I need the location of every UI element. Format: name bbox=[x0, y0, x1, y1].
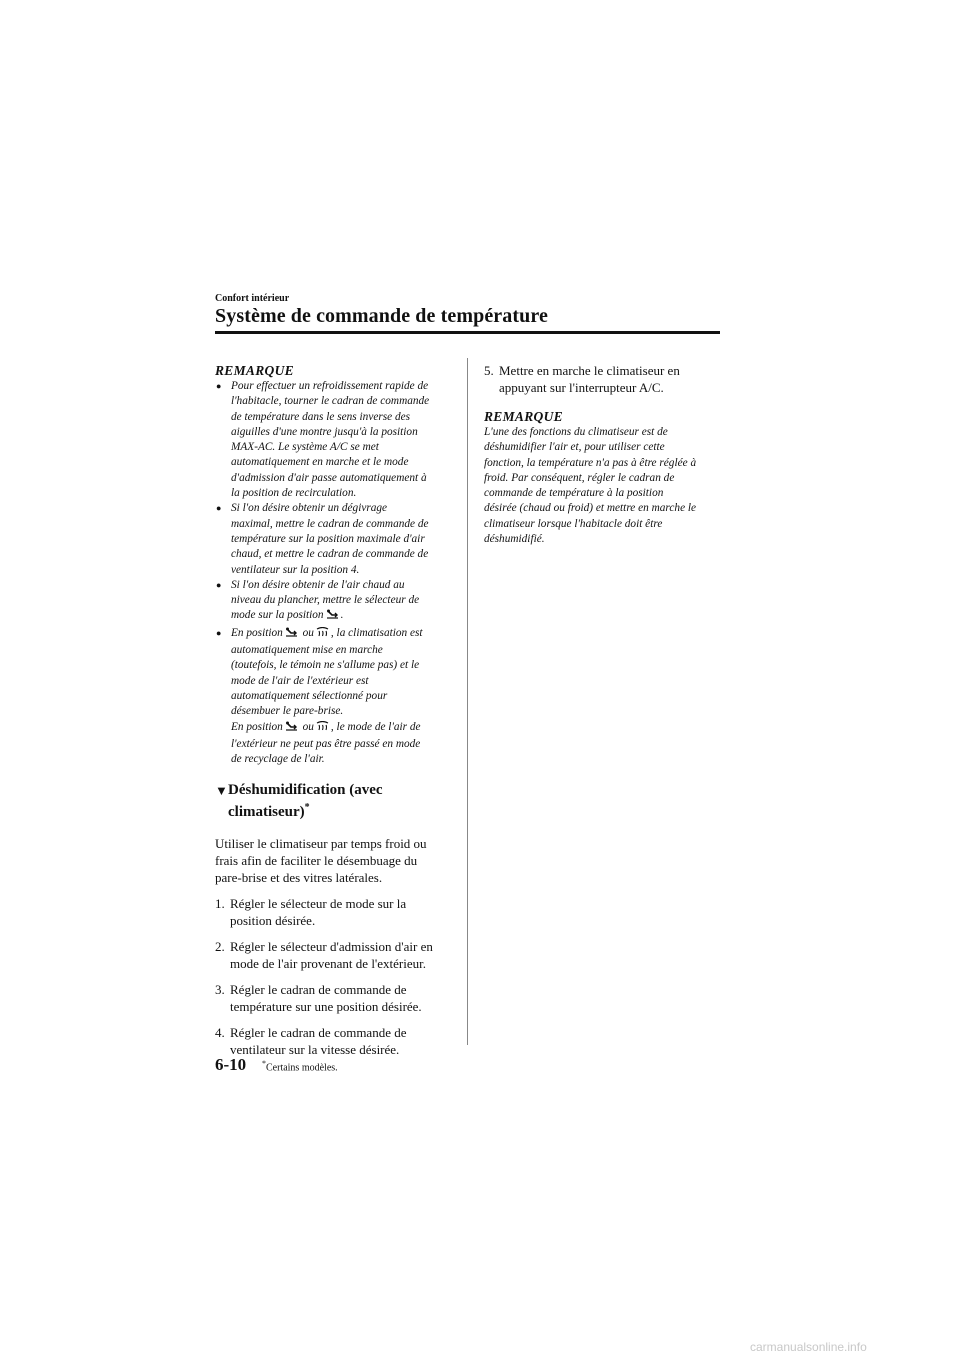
subsection-title-text: climatiseur) bbox=[228, 804, 305, 821]
note-text: mode sur la position bbox=[231, 609, 324, 622]
note-line: mode de l'air de l'extérieur est bbox=[231, 674, 369, 687]
step-item bbox=[215, 1024, 455, 1058]
step-line: Régler le cadran de commande de bbox=[230, 982, 407, 998]
paragraph-line: Utiliser le climatiseur par temps froid ou bbox=[215, 836, 427, 852]
note-line: fonction, la température n'a pas à être réglée à bbox=[484, 456, 697, 469]
windshield-defrost-icon bbox=[316, 721, 329, 737]
note-line: d'admission d'air passe automatiquement à bbox=[231, 471, 427, 484]
step-line: ventilateur sur la vitesse désirée. bbox=[230, 1042, 400, 1058]
note-line: automatiquement mise en marche bbox=[231, 644, 383, 657]
note-line: Si l'on désire obtenir de l'air chaud au bbox=[231, 578, 405, 591]
note-text: , le mode de l'air de bbox=[330, 720, 421, 733]
step-line: température sur une position désirée. bbox=[230, 999, 422, 1015]
note-line: déshumidifié. bbox=[484, 533, 545, 546]
notes-list bbox=[215, 379, 455, 767]
step-line: mode de l'air provenant de l'extérieur. bbox=[230, 956, 426, 972]
right-column bbox=[484, 362, 724, 547]
step-item bbox=[215, 981, 455, 1015]
note-item bbox=[215, 501, 455, 577]
step-item bbox=[484, 362, 724, 396]
footnote-text: Certains modèles. bbox=[266, 1062, 338, 1074]
note-line: la position de recirculation. bbox=[231, 487, 357, 500]
note-line: Si l'on désire obtenir un dégivrage bbox=[231, 502, 388, 515]
step-item bbox=[215, 895, 455, 929]
watermark: carmanualsonline.info bbox=[750, 1340, 867, 1354]
step-line: Régler le cadran de commande de bbox=[230, 1025, 407, 1041]
paragraph-line: pare-brise et des vitres latérales. bbox=[215, 870, 383, 886]
note-line: aiguilles d'une montre jusqu'à la position bbox=[231, 425, 418, 438]
note-line: déshumidifier l'air et, pour utiliser cette bbox=[484, 441, 665, 454]
subsection-title-line: Déshumidification (avec bbox=[228, 782, 383, 799]
note-line: chaud, et mettre le cadran de commande de bbox=[231, 548, 429, 561]
note-text: . bbox=[340, 609, 344, 622]
note-line: ventilateur sur la position 4. bbox=[231, 563, 360, 576]
intro-paragraph bbox=[215, 835, 455, 886]
step-number: 5. bbox=[484, 363, 494, 378]
note-line: de recyclage de l'air. bbox=[231, 753, 325, 766]
note-line: l'extérieur ne peut pas être passé en mode bbox=[231, 737, 421, 750]
column-divider bbox=[467, 358, 468, 1045]
step-number: 4. bbox=[215, 1025, 225, 1041]
windshield-defrost-icon bbox=[316, 627, 329, 643]
step-item bbox=[215, 938, 455, 972]
remarque-heading: REMARQUE bbox=[484, 409, 563, 424]
remarque-heading: REMARQUE bbox=[215, 363, 294, 378]
floor-defrost-mode-icon bbox=[285, 627, 298, 643]
note-line bbox=[231, 626, 455, 643]
paragraph-line: frais afin de faciliter le désembuage du bbox=[215, 853, 418, 869]
note-line: automatiquement en marche et le mode bbox=[231, 456, 409, 469]
page-number: 6-10 bbox=[215, 1055, 247, 1074]
note-line: maximal, mettre le cadran de commande de bbox=[231, 517, 429, 530]
note-item bbox=[215, 379, 455, 501]
note-line: de température dans le sens inverse des bbox=[231, 410, 411, 423]
note-line: température sur la position maximale d'air bbox=[231, 532, 425, 545]
step-line: Mettre en marche le climatiseur en bbox=[499, 363, 680, 378]
footnote bbox=[262, 1059, 338, 1073]
note-line: Pour effectuer un refroidissement rapide de bbox=[231, 380, 429, 392]
note-line: désirée (chaud ou froid) et mettre en marche le bbox=[484, 502, 697, 515]
note-line bbox=[231, 608, 455, 625]
step-line: Régler le sélecteur de mode sur la bbox=[230, 896, 407, 912]
bullet-icon: ● bbox=[216, 579, 222, 590]
note-line: automatiquement sélectionné pour bbox=[231, 689, 388, 702]
note-item bbox=[215, 626, 455, 768]
bullet-icon: ● bbox=[216, 627, 222, 638]
note-text: ou bbox=[302, 720, 314, 733]
page-title: Système de commande de température bbox=[215, 305, 548, 327]
note-line: froid. Par conséquent, régler le cadran de bbox=[484, 471, 675, 484]
floor-defrost-mode-icon bbox=[285, 721, 298, 737]
note-line: désembuer le pare-brise. bbox=[231, 705, 344, 718]
left-column bbox=[215, 362, 455, 1058]
footnote-star: * bbox=[304, 802, 310, 814]
note-text: En position bbox=[231, 720, 283, 733]
note-line: MAX-AC. Le système A/C se met bbox=[231, 441, 379, 454]
note-item bbox=[215, 578, 455, 626]
step-line: position désirée. bbox=[230, 913, 316, 929]
note-line: niveau du plancher, mettre le sélecteur de bbox=[231, 594, 420, 607]
note-text: ou bbox=[302, 626, 314, 639]
footnote-star: * bbox=[262, 1059, 266, 1068]
step-number: 2. bbox=[215, 939, 225, 955]
step-number: 1. bbox=[215, 896, 225, 912]
subsection-title-line bbox=[228, 799, 455, 821]
note-text: En position bbox=[231, 626, 283, 639]
note-line: (toutefois, le témoin ne s'allume pas) et le bbox=[231, 659, 420, 672]
note-line bbox=[231, 720, 455, 737]
remarque-note bbox=[484, 425, 724, 547]
bullet-icon: ● bbox=[216, 503, 222, 514]
step-line: Régler le sélecteur d'admission d'air en bbox=[230, 939, 433, 955]
step-line: appuyant sur l'interrupteur A/C. bbox=[499, 380, 664, 395]
note-text: , la climatisation est bbox=[330, 626, 423, 639]
down-triangle-icon: ▼ bbox=[215, 783, 228, 799]
subsection-heading bbox=[215, 781, 455, 821]
title-rule bbox=[215, 331, 720, 334]
note-line: l'habitacle, tourner le cadran de commande bbox=[231, 395, 430, 408]
note-line: commande de température à la position bbox=[484, 487, 664, 500]
section-label: Confort intérieur bbox=[215, 293, 290, 304]
step-number: 3. bbox=[215, 982, 225, 998]
floor-defrost-mode-icon bbox=[326, 609, 339, 625]
bullet-icon: ● bbox=[216, 381, 222, 391]
note-line: climatiseur lorsque l'habitacle doit être bbox=[484, 517, 663, 530]
note-line: L'une des fonctions du climatiseur est de bbox=[484, 426, 668, 438]
